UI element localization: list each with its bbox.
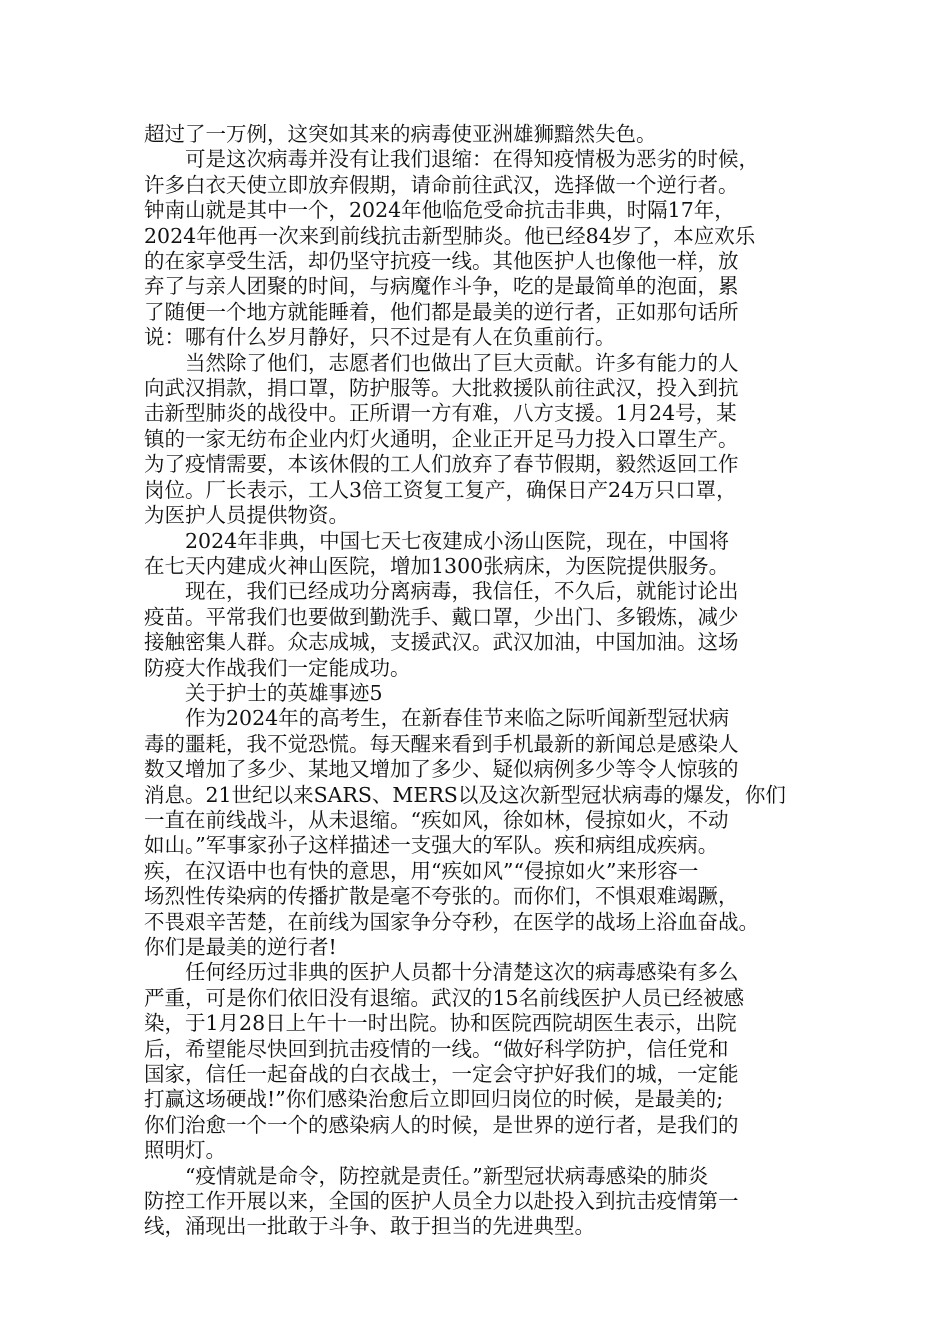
text-line: 说：哪有什么岁月静好，只不过是有人在负重前行。: [144, 325, 616, 350]
text-line: 弃了与亲人团聚的时间，与病魔作斗争，吃的是最简单的泡面，累: [144, 274, 739, 299]
text-line: 后，希望能尽快回到抗击疫情的一线。“做好科学防护，信任党和: [144, 1036, 729, 1061]
text-line: 作为2024年的高考生，在新春佳节来临之际听闻新型冠状病: [144, 706, 730, 731]
text-line: 消息。21世纪以来SARS、MERS以及这次新型冠状病毒的爆发，你们: [144, 782, 786, 807]
text-line: 一直在前线战斗，从未退缩。“疾如风，徐如林，侵掠如火，不动: [144, 807, 729, 832]
text-line: 你们治愈一个一个的感染病人的时候，是世界的逆行者，是我们的: [144, 1112, 739, 1137]
text-line: 为了疫情需要，本该休假的工人们放弃了春节假期，毅然返回工作: [144, 452, 739, 477]
text-line: 疫苗。平常我们也要做到勤洗手、戴口罩，少出门、多锻炼，减少: [144, 604, 739, 629]
text-line: 防控工作开展以来，全国的医护人员全力以赴投入到抗击疫情第一: [144, 1189, 739, 1214]
text-line: 防疫大作战我们一定能成功。: [144, 655, 411, 680]
text-line: 数又增加了多少、某地又增加了多少、疑似病例多少等令人惊骇的: [144, 757, 739, 782]
text-line: 岗位。厂长表示，工人3倍工资复工复产，确保日产24万只口罩，: [144, 477, 737, 502]
text-line: 染，于1月28日上午十一时出院。协和医院西院胡医生表示，出院: [144, 1011, 737, 1036]
text-line: 现在，我们已经成功分离病毒，我信任，不久后，就能讨论出: [144, 579, 739, 604]
text-line: 超过了一万例，这突如其来的病毒使亚洲雄狮黯然失色。: [144, 122, 657, 146]
text-line: 任何经历过非典的医护人员都十分清楚这次的病毒感染有多么: [144, 960, 739, 985]
section-heading: 关于护士的英雄事迹5: [144, 680, 383, 705]
text-line: 不畏艰辛苦楚，在前线为国家争分夺秒，在医学的战场上浴血奋战。: [144, 909, 759, 934]
text-line: “疫情就是命令，防控就是责任。”新型冠状病毒感染的肺炎: [144, 1163, 709, 1188]
text-line: 场烈性传染病的传播扩散是毫不夸张的。而你们，不惧艰难竭蹶，: [144, 884, 739, 909]
text-line: 镇的一家无纺布企业内灯火通明，企业正开足马力投入口罩生产。: [144, 426, 739, 451]
text-line: 的在家享受生活，却仍坚守抗疫一线。其他医护人也像他一样，放: [144, 249, 739, 274]
text-line: 当然除了他们，志愿者们也做出了巨大贡献。许多有能力的人: [144, 350, 739, 375]
text-line: 严重，可是你们依旧没有退缩。武汉的15名前线医护人员已经被感: [144, 985, 745, 1010]
text-line: 打赢这场硬战!”你们感染治愈后立即回归岗位的时候，是最美的;: [144, 1087, 724, 1112]
text-line: 如山。”军事家孙子这样描述一支强大的军队。疾和病组成疾病。: [144, 833, 719, 858]
text-line: 你们是最美的逆行者!: [144, 935, 337, 959]
text-line: 线，涌现出一批敢于斗争、敢于担当的先进典型。: [144, 1214, 595, 1239]
text-line: 钟南山就是其中一个，2024年他临危受命抗击非典，时隔17年，: [144, 198, 735, 223]
text-line: 为医护人员提供物资。: [144, 503, 349, 528]
text-line: 了随便一个地方就能睡着，他们都是最美的逆行者，正如那句话所: [144, 299, 739, 324]
text-line: 2024年非典，中国七天七夜建成小汤山医院，现在，中国将: [144, 528, 730, 553]
text-line: 2024年他再一次来到前线抗击新型肺炎。他已经84岁了，本应欢乐: [144, 223, 756, 248]
text-line: 击新型肺炎的战役中。正所谓一方有难，八方支援。1月24号，某: [144, 401, 737, 426]
text-line: 接触密集人群。众志成城，支援武汉。武汉加油，中国加油。这场: [144, 630, 739, 655]
text-line: 毒的噩耗，我不觉恐慌。每天醒来看到手机最新的新闻总是感染人: [144, 731, 739, 756]
text-line: 在七天内建成火神山医院，增加1300张病床，为医院提供服务。: [144, 553, 730, 578]
text-line: 疾，在汉语中也有快的意思，用“疾如风”“侵掠如火”来形容一: [144, 858, 699, 883]
text-line: 许多白衣天使立即放弃假期，请命前往武汉，选择做一个逆行者。: [144, 172, 739, 197]
text-line: 向武汉捐款，捐口罩，防护服等。大批救援队前往武汉，投入到抗: [144, 376, 739, 401]
text-line: 可是这次病毒并没有让我们退缩：在得知疫情极为恶劣的时候，: [144, 147, 759, 172]
text-line: 国家，信任一起奋战的白衣战士，一定会守护好我们的城，一定能: [144, 1062, 739, 1087]
document-page: [144, 122, 834, 1240]
text-line: 照明灯。: [144, 1138, 226, 1163]
